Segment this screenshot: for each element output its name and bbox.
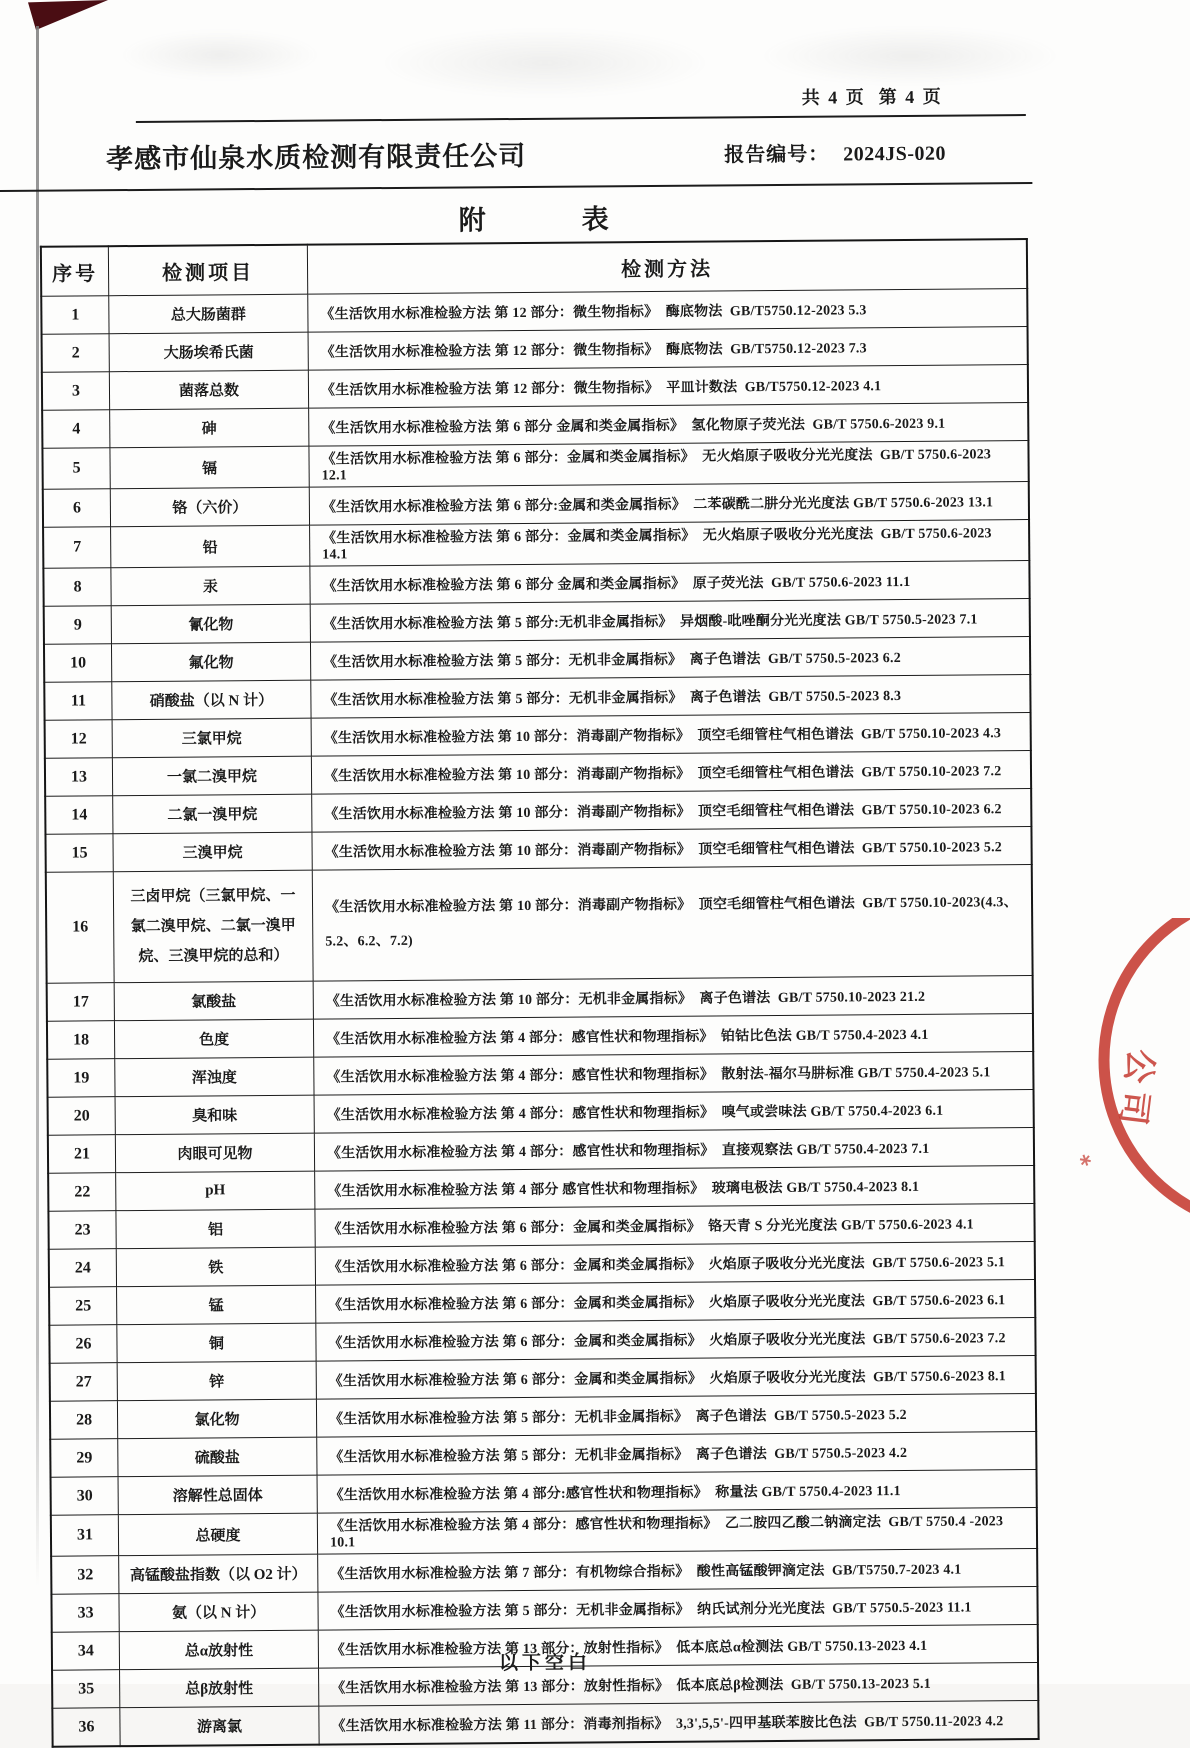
no-cell: 19	[47, 1059, 115, 1098]
method-cell: 《生活饮用水标准检验方法 第 5 部分：无机非金属指标》 离子色谱法 GB/T 5750.5-2023 8.3	[311, 674, 1031, 718]
method-cell: 《生活饮用水标准检验方法 第 10 部分：无机非金属指标》 离子色谱法 GB/T 5750.10-2023 21.2	[313, 975, 1033, 1019]
method-cell: 《生活饮用水标准检验方法 第 5 部分:无机非金属指标》 异烟酸-吡唑酮分光光度法 GB/T 5750.5-2023 7.1	[310, 598, 1030, 642]
header-rule-bottom	[0, 182, 1032, 192]
red-seal-stamp	[1022, 918, 1190, 1218]
company-name: 孝感市仙泉水质检测有限责任公司	[106, 140, 527, 175]
method-cell: 《生活饮用水标准检验方法 第 6 部分：金属和类金属指标》 铬天青 S 分光光度法 GB/T 5750.6-2023 4.1	[315, 1203, 1035, 1247]
table-header-row	[41, 239, 1027, 296]
item-cell: 溶解性总固体	[118, 1475, 317, 1515]
no-cell: 6	[43, 489, 111, 528]
header-item: 检测项目	[108, 245, 307, 296]
no-cell: 28	[50, 1401, 118, 1440]
item-cell: 肉眼可见物	[115, 1133, 314, 1173]
method-cell: 《生活饮用水标准检验方法 第 4 部分:感官性状和物理指标》 称量法 GB/T 5750.4-2023 11.1	[317, 1469, 1037, 1513]
method-cell: 《生活饮用水标准检验方法 第 10 部分：消毒副产物指标》 顶空毛细管柱气相色谱法 GB/T 5750.10-2023 4.3	[311, 712, 1031, 756]
no-cell: 7	[43, 527, 111, 569]
method-cell: 《生活饮用水标准检验方法 第 10 部分：消毒副产物指标》 顶空毛细管柱气相色谱法 GB/T 5750.10-2023 6.2	[312, 788, 1032, 832]
no-cell: 32	[51, 1556, 119, 1595]
no-cell: 36	[52, 1708, 120, 1747]
no-cell: 13	[45, 758, 113, 797]
method-cell: 《生活饮用水标准检验方法 第 7 部分：有机物综合指标》 酸性高锰酸钾滴定法 GB/T5750.7-2023 4.1	[318, 1548, 1038, 1592]
report-number-value: 2024JS-020	[843, 142, 947, 166]
item-cell: 大肠埃希氏菌	[109, 332, 308, 372]
ghost-smudge	[120, 30, 320, 80]
no-cell: 18	[47, 1021, 115, 1060]
method-cell: 《生活饮用水标准检验方法 第 10 部分：消毒副产物指标》 顶空毛细管柱气相色谱法 GB/T 5750.10-2023 5.2	[312, 826, 1032, 870]
method-cell: 《生活饮用水标准检验方法 第 5 部分：无机非金属指标》 纳氏试剂分光光度法 GB/T 5750.5-2023 11.1	[318, 1586, 1038, 1630]
item-cell: 氯化物	[117, 1399, 316, 1439]
no-cell: 30	[51, 1477, 119, 1516]
item-cell: 锰	[117, 1285, 316, 1325]
item-cell: 铜	[117, 1323, 316, 1363]
item-cell: 硝酸盐（以 N 计）	[112, 680, 311, 720]
no-cell: 8	[43, 568, 111, 607]
item-cell: 三氯甲烷	[112, 718, 311, 758]
no-cell: 23	[48, 1211, 116, 1250]
item-cell: 臭和味	[115, 1095, 314, 1135]
no-cell: 10	[44, 644, 112, 683]
method-cell: 《生活饮用水标准检验方法 第 6 部分：金属和类金属指标》 火焰原子吸收分光光度法 GB/T 5750.6-2023 7.2	[316, 1317, 1036, 1361]
item-cell: 氟化物	[111, 642, 310, 682]
method-cell: 《生活饮用水标准检验方法 第 4 部分：感官性状和物理指标》 散射法-福尔马肼标准 GB/T 5750.4-2023 5.1	[314, 1051, 1034, 1095]
no-cell: 29	[50, 1439, 118, 1478]
method-cell: 《生活饮用水标准检验方法 第 4 部分：感官性状和物理指标》 铂钴比色法 GB/T 5750.4-2023 4.1	[313, 1013, 1033, 1057]
no-cell: 17	[47, 983, 115, 1022]
page-edge-shadow	[36, 26, 39, 1586]
table-row	[52, 1700, 1038, 1746]
footer-note: 以下空白	[498, 1652, 592, 1675]
no-cell: 34	[52, 1632, 120, 1671]
item-cell: 砷	[110, 408, 309, 448]
letterhead	[106, 126, 1066, 184]
no-cell: 9	[44, 606, 112, 645]
item-cell: 二氯一溴甲烷	[113, 794, 312, 834]
item-cell: 总β放射性	[120, 1668, 319, 1708]
item-cell: 菌落总数	[109, 370, 308, 410]
method-cell: 《生活饮用水标准检验方法 第 11 部分：消毒剂指标》 3,3',5,5'-四甲基联苯胺比色法 GB/T 5750.11-2023 4.2	[319, 1700, 1039, 1744]
ghost-smudge	[380, 28, 710, 98]
item-cell: 色度	[114, 1019, 313, 1059]
no-cell: 16	[46, 872, 114, 984]
no-cell: 31	[51, 1515, 119, 1557]
item-cell: 总α放射性	[119, 1630, 318, 1670]
item-cell: 铅	[111, 525, 310, 568]
item-cell: pH	[116, 1171, 315, 1211]
method-cell: 《生活饮用水标准检验方法 第 5 部分：无机非金属指标》 离子色谱法 GB/T 5750.5-2023 6.2	[310, 636, 1030, 680]
no-cell: 3	[42, 372, 110, 411]
item-cell: 高锰酸盐指数（以 O2 计）	[119, 1554, 318, 1594]
no-cell: 22	[48, 1173, 116, 1212]
no-cell: 2	[42, 334, 110, 373]
methods-table	[40, 238, 1040, 1748]
no-cell: 1	[41, 296, 109, 335]
item-cell: 总大肠菌群	[109, 294, 308, 334]
item-cell: 锌	[117, 1361, 316, 1401]
header-no: 序号	[41, 246, 109, 296]
no-cell: 26	[49, 1325, 117, 1364]
item-cell: 三溴甲烷	[113, 832, 312, 872]
no-cell: 14	[45, 796, 113, 835]
report-number-label: 报告编号：	[724, 143, 830, 167]
no-cell: 27	[50, 1363, 118, 1402]
no-cell: 11	[44, 682, 112, 721]
no-cell: 20	[48, 1097, 116, 1136]
method-cell: 《生活饮用水标准检验方法 第 4 部分 感官性状和物理指标》 玻璃电极法 GB/T 5750.4-2023 8.1	[315, 1165, 1035, 1209]
item-cell: 三卤甲烷（三氯甲烷、一氯二溴甲烷、二氯一溴甲烷、三溴甲烷的总和）	[113, 870, 313, 983]
page-title: 附 表	[458, 204, 609, 236]
item-cell: 浑浊度	[115, 1057, 314, 1097]
item-cell: 镉	[110, 446, 309, 489]
no-cell: 15	[45, 834, 113, 873]
method-cell: 《生活饮用水标准检验方法 第 4 部分：感官性状和物理指标》 直接观察法 GB/T 5750.4-2023 7.1	[314, 1127, 1034, 1171]
table-row	[46, 864, 1033, 983]
method-cell: 《生活饮用水标准检验方法 第 5 部分：无机非金属指标》 离子色谱法 GB/T 5750.5-2023 4.2	[317, 1431, 1037, 1475]
no-cell: 12	[45, 720, 113, 759]
method-cell: 《生活饮用水标准检验方法 第 12 部分：微生物指标》 酶底物法 GB/T5750.12-2023 5.3	[308, 288, 1028, 332]
item-cell: 一氯二溴甲烷	[112, 756, 311, 796]
scan-corner-artifact	[28, 0, 108, 30]
method-cell: 《生活饮用水标准检验方法 第 13 部分：放射性指标》 低本底总β检测法 GB/T 5750.13-2023 5.1	[319, 1662, 1039, 1706]
item-cell: 氯酸盐	[114, 981, 313, 1021]
page-counter: 共 4 页 第 4 页	[801, 86, 943, 108]
item-cell: 氨（以 N 计）	[119, 1592, 318, 1632]
item-cell: 铝	[116, 1209, 315, 1249]
method-cell: 《生活饮用水标准检验方法 第 6 部分：金属和类金属指标》 无火焰原子吸收分光光度法 GB/T 5750.6-2023 12.1	[309, 440, 1029, 487]
method-cell: 《生活饮用水标准检验方法 第 5 部分：无机非金属指标》 离子色谱法 GB/T 5750.5-2023 5.2	[316, 1393, 1036, 1437]
item-cell: 硫酸盐	[118, 1437, 317, 1477]
header-method: 检测方法	[307, 239, 1027, 294]
item-cell: 汞	[111, 566, 310, 606]
item-cell: 游离氯	[120, 1706, 319, 1746]
table-body	[41, 288, 1038, 1746]
method-cell: 《生活饮用水标准检验方法 第 10 部分：消毒副产物指标》 顶空毛细管柱气相色谱法 GB/T 5750.10-2023(4.3、5.2、6.2、7.2)	[312, 864, 1032, 981]
no-cell: 25	[49, 1287, 117, 1326]
no-cell: 24	[49, 1249, 117, 1288]
no-cell: 4	[42, 410, 110, 449]
seal-text: 公司	[1111, 1047, 1159, 1135]
method-cell: 《生活饮用水标准检验方法 第 6 部分 金属和类金属指标》 氢化物原子荧光法 GB/T 5750.6-2023 9.1	[309, 402, 1029, 446]
ghost-smudge	[760, 26, 1060, 86]
header-rule-top	[136, 114, 1026, 123]
method-cell: 《生活饮用水标准检验方法 第 13 部分：放射性指标》 低本底总α检测法 GB/T 5750.13-2023 4.1	[318, 1624, 1038, 1668]
method-cell: 《生活饮用水标准检验方法 第 12 部分：微生物指标》 酶底物法 GB/T5750.12-2023 7.3	[308, 326, 1028, 370]
method-cell: 《生活饮用水标准检验方法 第 6 部分：金属和类金属指标》 无火焰原子吸收分光光度法 GB/T 5750.6-2023 14.1	[310, 519, 1030, 566]
method-cell: 《生活饮用水标准检验方法 第 12 部分：微生物指标》 平皿计数法 GB/T5750.12-2023 4.1	[308, 364, 1028, 408]
no-cell: 33	[51, 1594, 119, 1633]
method-cell: 《生活饮用水标准检验方法 第 6 部分:金属和类金属指标》 二苯碳酰二肼分光光度法 GB/T 5750.6-2023 13.1	[309, 481, 1029, 525]
method-cell: 《生活饮用水标准检验方法 第 10 部分：消毒副产物指标》 顶空毛细管柱气相色谱法 GB/T 5750.10-2023 7.2	[311, 750, 1031, 794]
item-cell: 铬（六价）	[110, 487, 309, 527]
report-number	[724, 137, 946, 168]
method-cell: 《生活饮用水标准检验方法 第 6 部分：金属和类金属指标》 火焰原子吸收分光光度法 GB/T 5750.6-2023 5.1	[315, 1241, 1035, 1285]
no-cell: 5	[42, 448, 110, 490]
method-cell: 《生活饮用水标准检验方法 第 6 部分：金属和类金属指标》 火焰原子吸收分光光度法 GB/T 5750.6-2023 6.1	[316, 1279, 1036, 1323]
no-cell: 21	[48, 1135, 116, 1174]
method-cell: 《生活饮用水标准检验方法 第 4 部分：感官性状和物理指标》 嗅气或尝味法 GB/T 5750.4-2023 6.1	[314, 1089, 1034, 1133]
method-cell: 《生活饮用水标准检验方法 第 6 部分 金属和类金属指标》 原子荧光法 GB/T 5750.6-2023 11.1	[310, 560, 1030, 604]
item-cell: 总硬度	[118, 1513, 317, 1556]
item-cell: 铁	[116, 1247, 315, 1287]
method-cell: 《生活饮用水标准检验方法 第 4 部分：感官性状和物理指标》 乙二胺四乙酸二钠滴定法 GB/T 5750.4 -2023 10.1	[317, 1507, 1037, 1554]
item-cell: 氰化物	[111, 604, 310, 644]
no-cell: 35	[52, 1670, 120, 1709]
svg-text:⁎: ⁎	[1075, 1153, 1102, 1169]
method-cell: 《生活饮用水标准检验方法 第 6 部分：金属和类金属指标》 火焰原子吸收分光光度法 GB/T 5750.6-2023 8.1	[316, 1355, 1036, 1399]
